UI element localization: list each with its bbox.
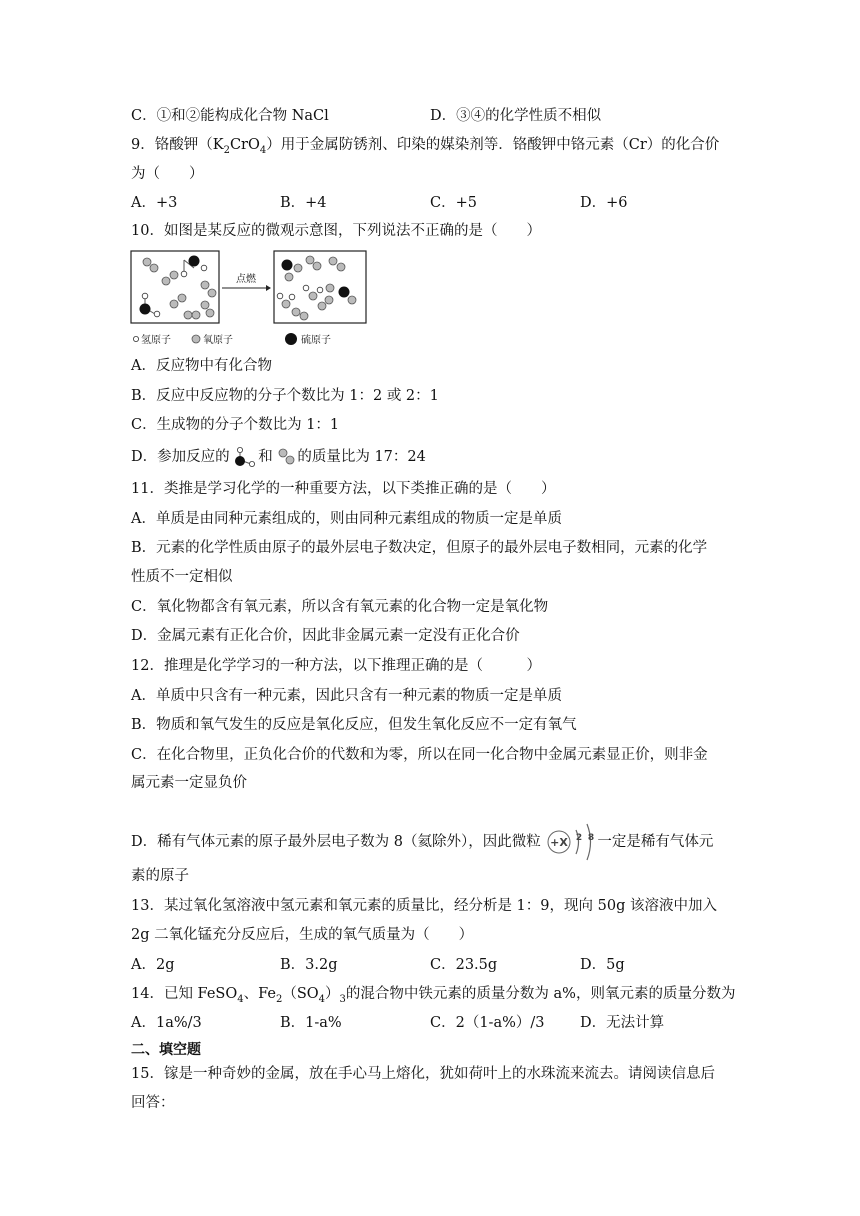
q13-option-a: A．2g xyxy=(131,957,175,973)
q12-option-d-line2: 素的原子 xyxy=(131,868,189,884)
q8-option-d: D．③④的化学性质不相似 xyxy=(430,108,602,124)
q14-option-b: B．1-a% xyxy=(280,1015,342,1031)
legend-oxygen: 氧原子 xyxy=(203,335,233,346)
q9-option-b: B．+4 xyxy=(280,195,327,211)
q13-option-b: B．3.2g xyxy=(280,957,338,973)
arrow-label: 点燃 xyxy=(236,274,256,285)
reaction-arrow xyxy=(222,272,271,291)
sulfur-atom-icon xyxy=(285,333,297,345)
diagram-legend xyxy=(133,333,331,346)
q11-option-c: C．氧化物都含有氧元素，所以含有氧元素的化合物一定是氧化物 xyxy=(131,599,549,615)
q11-stem: 11．类推是学习化学的一种重要方法，以下类推正确的是（ ） xyxy=(131,481,556,497)
o2-molecule-icon xyxy=(277,446,297,468)
q12-option-b: B．物质和氧气发生的反应是氧化反应，但发生氧化反应不一定有氧气 xyxy=(131,717,577,733)
products-box xyxy=(274,251,366,323)
q14-option-a: A．1a%/3 xyxy=(131,1015,202,1031)
q13-option-d: D．5g xyxy=(580,957,625,973)
q15-stem-line2: 回答： xyxy=(131,1095,175,1111)
h2s-molecule-icon xyxy=(234,446,258,468)
q11-option-a: A．单质是由同种元素组成的，则由同种元素组成的物质一定是单质 xyxy=(131,511,562,527)
q10-option-d: D．参加反应的 和 的质量比为 17：24 xyxy=(131,446,426,468)
q15-stem-line1: 15．镓是一种奇妙的金属，放在手心马上熔化，犹如荷叶上的水珠流来流去。请阅读信息后 xyxy=(131,1066,715,1082)
q10-stem: 10．如图是某反应的微观示意图，下列说法不正确的是（ ） xyxy=(131,223,541,239)
q11-option-d: D．金属元素有正化合价，因此非金属元素一定没有正化合价 xyxy=(131,628,520,644)
atom-nucleus-label: +X xyxy=(550,836,569,849)
q10-option-b: B．反应中反应物的分子个数比为 1：2 或 2：1 xyxy=(131,388,439,404)
reactants-box xyxy=(131,251,219,323)
q14-stem: 14．已知 FeSO$_4$、$Fe_2(SO_4)_3$的混合物中铁元素的质量分数为 a%，则氧元素的质量分数为 xyxy=(131,986,736,1005)
reaction-microscopic-diagram xyxy=(130,248,370,348)
q13-option-c: C．23.5g xyxy=(430,957,498,973)
atom-shell2-label: 8 xyxy=(588,833,595,843)
atom-structure-icon xyxy=(545,820,597,864)
q8-option-c: C．①和②能构成化合物 NaCl xyxy=(131,108,329,124)
q14-option-d: D．无法计算 xyxy=(580,1015,665,1031)
q12-stem: 12．推理是化学学习的一种方法，以下推理正确的是（ ） xyxy=(131,658,541,674)
q11-option-b-line2: 性质不一定相似 xyxy=(131,569,233,585)
atom-shell1-label: 2 xyxy=(576,833,583,843)
q9-option-c: C．+5 xyxy=(430,195,477,211)
oxygen-atom-icon xyxy=(192,335,200,343)
q13-stem-line2: 2g 二氧化锰充分反应后，生成的氧气质量为（ ） xyxy=(131,927,474,943)
q10-option-a: A．反应物中有化合物 xyxy=(131,358,272,374)
q12-option-a: A．单质中只含有一种元素，因此只含有一种元素的物质一定是单质 xyxy=(131,688,562,704)
q9-stem-line1: 9．铬酸钾$(K_2CrO_4)$用于金属防锈剂、印染的媒染剂等．铬酸钾中铬元素（Cr）的化合价 xyxy=(131,137,720,156)
q13-stem-line1: 13．某过氧化氢溶液中氢元素和氧元素的质量比，经分析是 1：9，现向 50g 该溶液中加入 xyxy=(131,898,717,914)
q10-option-c: C．生成物的分子个数比为 1：1 xyxy=(131,417,340,433)
q12-option-c-line1: C．在化合物里，正负化合价的代数和为零，所以在同一化合物中金属元素显正价，则非金 xyxy=(131,747,708,763)
hydrogen-atom-icon xyxy=(133,336,138,341)
legend-sulfur: 硫原子 xyxy=(301,335,331,346)
q12-option-d-line1: D．稀有气体元素的原子最外层电子数为 8（氦除外），因此微粒 +X 2 8 一定是稀有气体元 xyxy=(131,820,713,864)
q14-option-c: C．2（1-a%）/3 xyxy=(430,1015,545,1031)
q9-option-a: A．+3 xyxy=(131,195,178,211)
q9-option-d: D．+6 xyxy=(580,195,628,211)
q9-stem-line2: 为（ ） xyxy=(131,166,204,182)
q11-option-b-line1: B．元素的化学性质由原子的最外层电子数决定，但原子的最外层电子数相同，元素的化学 xyxy=(131,540,708,556)
q12-option-c-line2: 属元素一定显负价 xyxy=(131,775,247,791)
section-title-fill-in: 二、填空题 xyxy=(131,1042,201,1058)
legend-hydrogen: 氢原子 xyxy=(141,335,171,346)
